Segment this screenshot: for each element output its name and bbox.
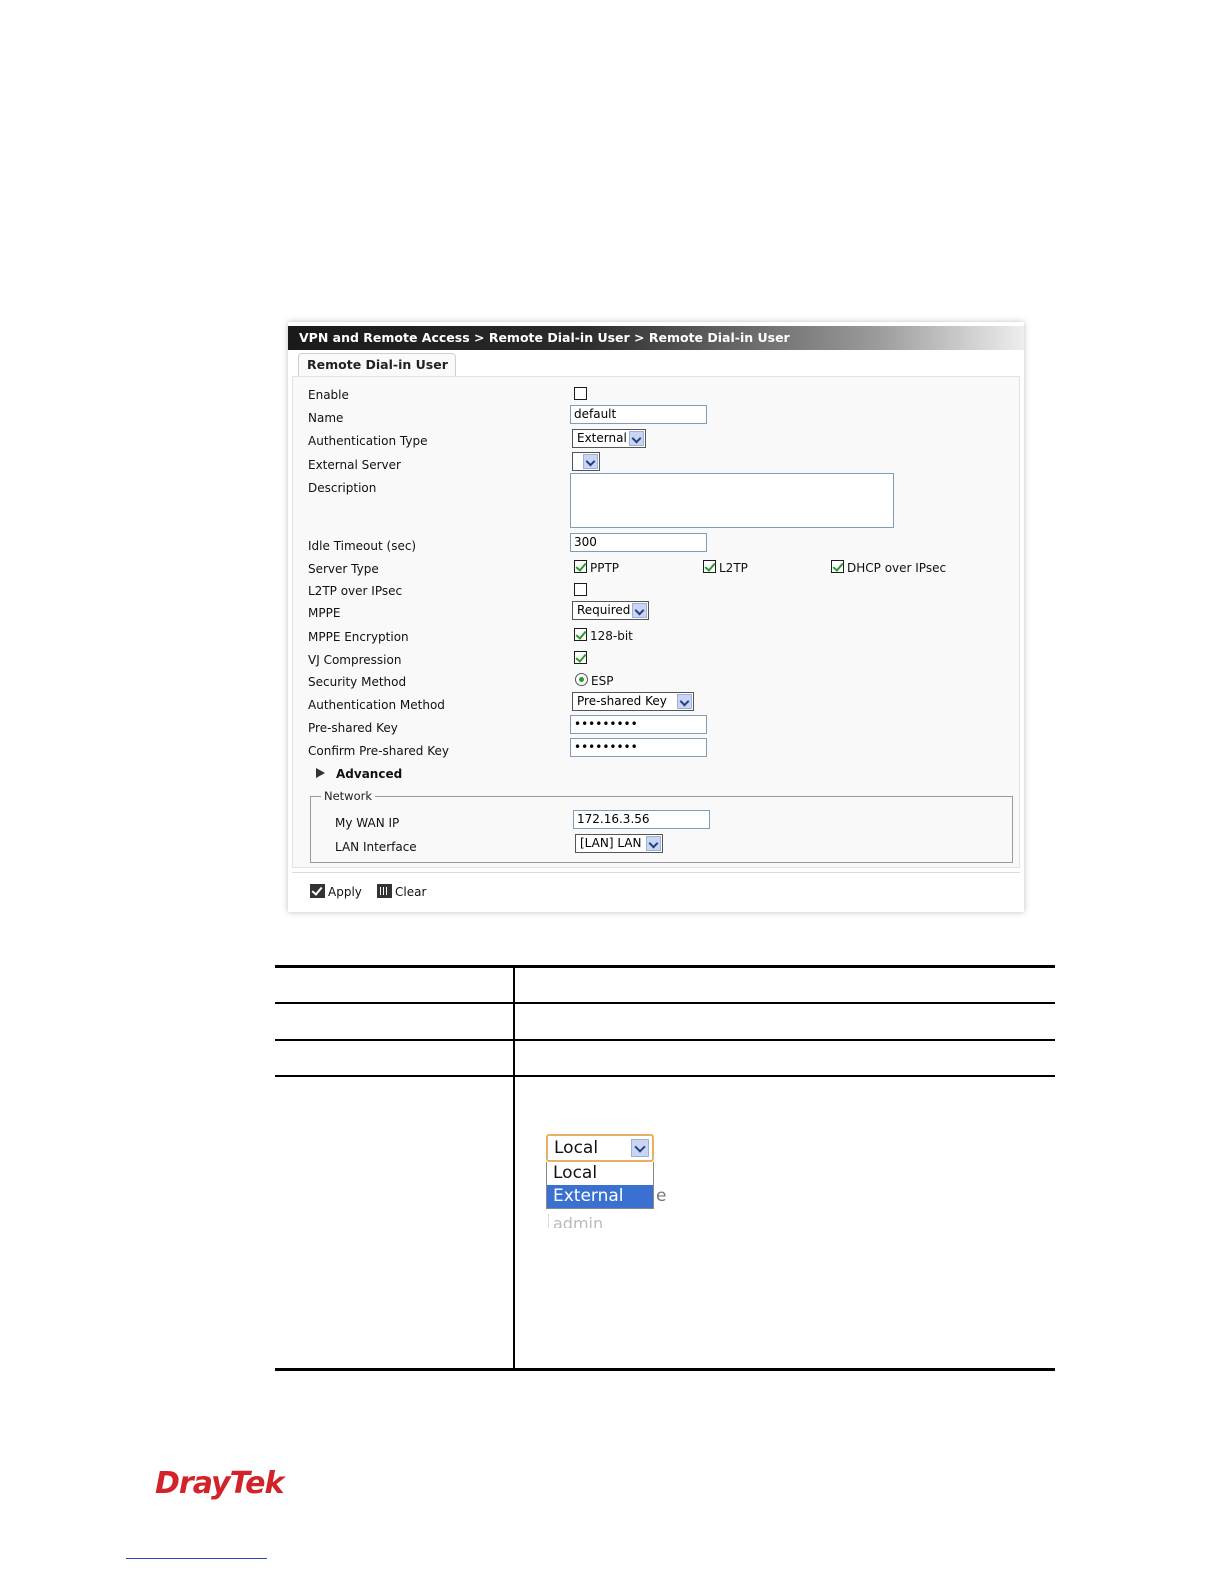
dhcp-over-ipsec-label: DHCP over IPsec <box>847 561 947 575</box>
auth-type-label: Authentication Type <box>308 434 428 448</box>
clear-button[interactable] <box>377 884 426 899</box>
lan-interface-value: [LAN] LAN <box>580 836 642 850</box>
table-row-rule <box>275 1075 1055 1077</box>
table-column-divider <box>513 967 515 1369</box>
auth-method-label: Authentication Method <box>308 698 445 712</box>
dropdown-ghost-below: admin <box>548 1214 652 1228</box>
chevron-down-icon <box>631 1139 649 1157</box>
description-label: Description <box>308 481 377 495</box>
mppe-label: MPPE <box>308 606 341 620</box>
confirm-psk-input[interactable]: ••••••••• <box>570 738 707 757</box>
name-input[interactable]: default <box>570 405 707 424</box>
l2tp-checkbox[interactable] <box>703 560 716 573</box>
table-row-rule <box>275 1039 1055 1041</box>
dropdown-option-external[interactable]: External <box>547 1185 653 1208</box>
mppe-128bit-label: 128-bit <box>590 629 633 643</box>
table-bottom-rule <box>275 1368 1055 1371</box>
idle-timeout-input[interactable]: 300 <box>570 533 707 552</box>
dropdown-ghost-text: e <box>656 1186 667 1206</box>
description-textarea[interactable] <box>570 473 894 528</box>
tab-remote-dial-in-user[interactable]: Remote Dial-in User <box>298 353 456 376</box>
esp-label: ESP <box>591 674 614 688</box>
dropdown-option-local[interactable]: Local <box>553 1163 598 1183</box>
footer-link-underline[interactable] <box>126 1558 267 1559</box>
vj-compression-checkbox[interactable] <box>574 651 587 664</box>
chevron-down-icon <box>632 603 647 618</box>
confirm-psk-label: Confirm Pre-shared Key <box>308 744 449 758</box>
dropdown-selected: Local <box>554 1138 599 1158</box>
my-wan-ip-label: My WAN IP <box>335 816 400 830</box>
psk-label: Pre-shared Key <box>308 721 398 735</box>
l2tp-label: L2TP <box>719 561 748 575</box>
esp-radio[interactable] <box>575 673 588 686</box>
l2tp-over-ipsec-label: L2TP over IPsec <box>308 584 403 598</box>
check-icon <box>310 884 325 898</box>
pptp-label: PPTP <box>590 561 620 575</box>
auth-method-value: Pre-shared Key <box>577 694 667 708</box>
psk-input[interactable]: ••••••••• <box>570 715 707 734</box>
chevron-down-icon <box>583 454 598 469</box>
auth-type-select[interactable] <box>572 429 646 448</box>
table-top-rule <box>275 965 1055 968</box>
breadcrumb: VPN and Remote Access > Remote Dial-in User > Remote Dial-in User <box>288 326 1024 350</box>
server-type-label: Server Type <box>308 562 379 576</box>
mppe-value: Required <box>577 603 631 617</box>
l2tp-over-ipsec-checkbox[interactable] <box>574 583 587 596</box>
toolbar-divider <box>292 872 1020 873</box>
clear-label: Clear <box>395 885 427 899</box>
auth-type-value: External <box>577 431 627 445</box>
lan-interface-label: LAN Interface <box>335 840 417 854</box>
external-server-select[interactable] <box>572 452 600 471</box>
network-legend: Network <box>321 789 375 803</box>
mppe-encryption-label: MPPE Encryption <box>308 630 409 644</box>
dropdown-head[interactable] <box>546 1134 654 1162</box>
draytek-logo: DrayTek <box>155 1466 284 1501</box>
dropdown-list <box>546 1162 654 1209</box>
form-area <box>292 376 1020 868</box>
vj-compression-label: VJ Compression <box>308 653 402 667</box>
enable-label: Enable <box>308 388 349 402</box>
apply-button[interactable] <box>310 884 362 899</box>
chevron-down-icon <box>629 431 644 446</box>
chevron-down-icon <box>677 694 692 709</box>
name-label: Name <box>308 411 344 425</box>
advanced-toggle[interactable]: Advanced <box>336 767 403 781</box>
pptp-checkbox[interactable] <box>574 560 587 573</box>
mppe-select[interactable] <box>572 601 649 620</box>
remote-dial-in-user-panel <box>288 322 1024 912</box>
mppe-128bit-checkbox[interactable] <box>574 628 587 641</box>
auth-method-select[interactable] <box>572 692 694 711</box>
idle-timeout-label: Idle Timeout (sec) <box>308 539 417 553</box>
table-header-rule <box>275 1002 1055 1004</box>
dhcp-over-ipsec-checkbox[interactable] <box>831 560 844 573</box>
lan-interface-select[interactable] <box>575 834 663 853</box>
expand-triangle-icon[interactable] <box>316 768 325 778</box>
apply-label: Apply <box>328 885 362 899</box>
my-wan-ip-input[interactable]: 172.16.3.56 <box>573 810 710 829</box>
enable-checkbox[interactable] <box>574 387 587 400</box>
external-server-label: External Server <box>308 458 401 472</box>
security-method-label: Security Method <box>308 675 407 689</box>
chevron-down-icon <box>646 836 661 851</box>
trash-icon <box>377 884 392 898</box>
auth-type-dropdown-example <box>546 1134 667 1228</box>
